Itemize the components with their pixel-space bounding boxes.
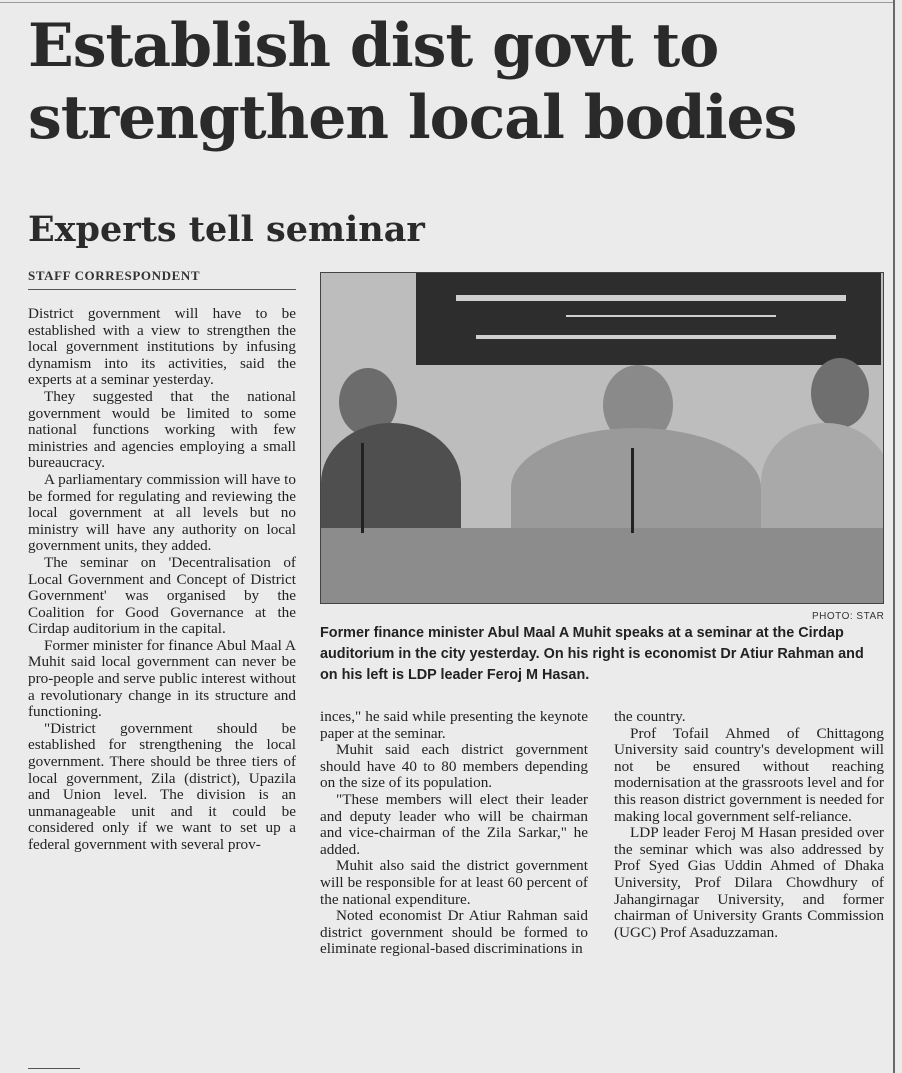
- person-right: [811, 358, 869, 428]
- paragraph: District government will have to be established with a view to strengthen the local government institutions by infusing dynamism into its activities, said the experts at a seminar yesterday.: [28, 306, 296, 389]
- paragraph: The seminar on 'Decentralisation of Local Government and Concept of District Government' was organised by the Coalition for Good Governance at the Cirdap auditorium in the capital.: [28, 553, 296, 638]
- article-column-1: [28, 306, 296, 1066]
- seminar-photo: [320, 272, 884, 604]
- paragraph: "These members will elect their leader and deputy leader who will be chairman and vice-chairman of the Zila Sarkar," he added.: [320, 790, 588, 858]
- seminar-table: [321, 528, 883, 603]
- headline-line-2: strengthen local bodies: [28, 83, 797, 153]
- paragraph: Muhit said each district government should have 40 to 80 members depending on the size of its population.: [320, 741, 588, 792]
- headline-line-1: Establish dist govt to: [28, 11, 719, 81]
- paragraph: A parliamentary commission will have to be formed for regulating and reviewing the local government at all levels but no ministry will have any authority on local government units, they added.: [28, 470, 296, 555]
- paragraph: Prof Tofail Ahmed of Chittagong University said country's development will not be ensured without reaching modernisation at the grassroots level and for this reason district government is needed for making local government self-reliance.: [614, 724, 884, 825]
- bottom-rule: [28, 1068, 80, 1069]
- paragraph: inces," he said while presenting the keynote paper at the seminar.: [320, 709, 588, 742]
- microphone-icon: [361, 443, 364, 533]
- seminar-banner: [416, 273, 881, 365]
- headline: [28, 10, 888, 154]
- article-column-3: [614, 709, 884, 1064]
- paragraph: Noted economist Dr Atiur Rahman said district government should be formed to eliminate regional-based discriminations in: [320, 907, 588, 958]
- paragraph: Muhit also said the district government will be responsible for at least 60 percent of the national expenditure.: [320, 857, 588, 908]
- column-rule: [893, 0, 895, 1073]
- subheadline: Experts tell seminar: [28, 209, 425, 250]
- paragraph: Former minister for finance Abul Maal A Muhit said local government can never be pro-people and serve public interest without a revolutionary change in its structure and functioning.: [28, 636, 296, 721]
- byline: STAFF CORRESPONDENT: [28, 268, 201, 283]
- paragraph: "District government should be established for strengthening the local government. There should be three tiers of local government, Zila (district), Upazila and Union level. The division is an unmanageable unit and it could be considered only if we want to set up a federal government with several prov-: [28, 719, 296, 853]
- top-rule: [0, 2, 893, 3]
- byline-rule: [28, 289, 296, 290]
- paragraph: the country.: [614, 709, 686, 725]
- photo-caption: Former finance minister Abul Maal A Muhit speaks at a seminar at the Cirdap auditorium in the city yesterday. On his right is economist Dr Atiur Rahman and on his left is LDP leader Feroj M Hasan.: [320, 625, 864, 683]
- microphone-icon: [631, 448, 634, 533]
- photo-credit: PHOTO: STAR: [812, 611, 885, 622]
- paragraph: LDP leader Feroj M Hasan presided over the seminar which was also addressed by Prof Syed Gias Uddin Ahmed of Dhaka University, Prof Dilara Chowdhury of Jahangirnagar University, and former chairman of University Grants Commission (UGC) Prof Asaduzzaman.: [614, 824, 884, 941]
- article-column-2: [320, 709, 588, 1064]
- paragraph: They suggested that the national government would be limited to some national functions working with few ministries and agencies employing a small bureaucracy.: [28, 387, 296, 472]
